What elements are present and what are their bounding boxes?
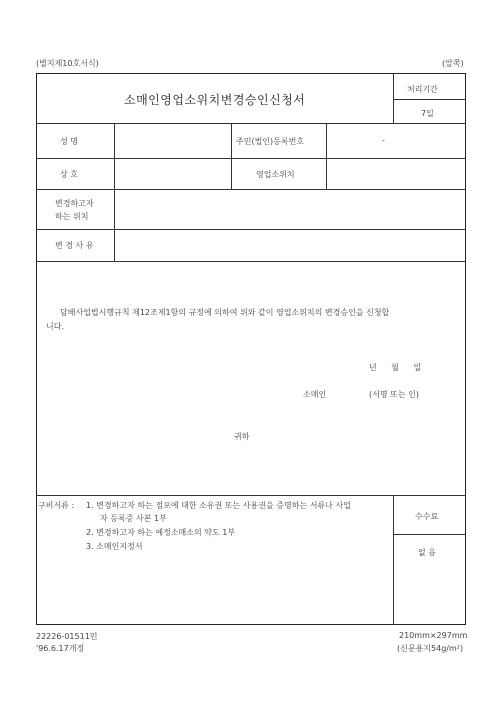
form-number: (별지제10호서식)	[36, 59, 99, 68]
applicant-label: 소매인	[303, 390, 327, 399]
business-location-field[interactable]	[328, 160, 464, 188]
revision-date: '96.6.17개정	[36, 644, 85, 653]
reason-label: 변 경 사 유	[55, 241, 94, 250]
form-title: 소매인영업소위치변경승인신청서	[124, 93, 306, 107]
paper-type: (신문용지54g/m²)	[397, 644, 464, 653]
attachments-label: 구비서류 :	[38, 501, 75, 510]
statement-line1: 담배사업법시행규칙 제12조제1항의 규정에 의하여 위와 같이 영업소위치의 변경승인을 신청합	[60, 308, 390, 317]
name-field[interactable]	[116, 125, 229, 156]
trade-name-label: 상 호	[60, 170, 78, 179]
trade-name-field[interactable]	[116, 160, 229, 188]
processing-period-value: 7일	[421, 109, 434, 118]
date-line: 년 월 일	[369, 363, 422, 372]
reason-field[interactable]	[116, 231, 464, 260]
paper-size: 210mm×297mm	[399, 631, 468, 640]
attachment-item1-line1: 1. 변경하고자 하는 점포에 대한 소유권 또는 사용권을 증명하는 서류나 사업	[86, 501, 351, 510]
attachment-item1-line2: 자 등록증 사본 1부	[100, 514, 167, 523]
fee-label: 수수료	[415, 512, 439, 521]
name-label: 성 명	[60, 137, 78, 146]
new-location-label-line1: 변경하고자	[55, 199, 94, 208]
attachment-item3: 3. 소매인지정서	[86, 542, 143, 551]
addressee-label: 귀하	[234, 432, 250, 441]
statement-line2: 니다.	[46, 322, 64, 331]
business-location-label: 영업소위치	[256, 170, 295, 179]
new-location-label-line2: 하는 위치	[55, 212, 89, 221]
fee-value: 없 음	[418, 548, 436, 557]
form-code: 22226-01511민	[36, 632, 98, 641]
page-side-label: (앞쪽)	[442, 59, 464, 68]
processing-period-label: 처리기간	[407, 85, 438, 94]
attachment-item2: 2. 변경하고자 하는 예정소매소의 약도 1부	[86, 528, 236, 537]
new-location-field[interactable]	[116, 191, 464, 228]
signature-note: (서명 또는 인)	[369, 390, 419, 399]
resident-number-label: 주민(법인)등록번호	[236, 137, 305, 146]
resident-number-field[interactable]: -	[382, 136, 385, 145]
